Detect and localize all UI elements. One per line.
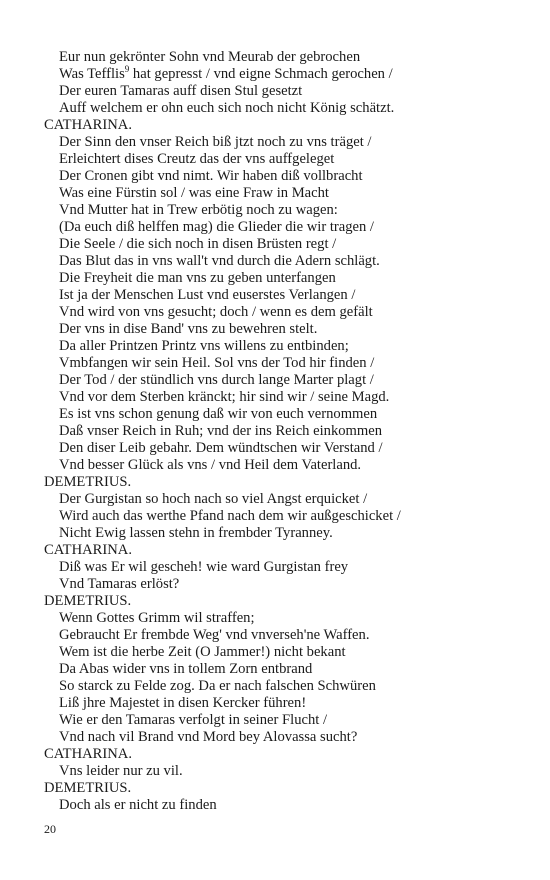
verse-line (44, 576, 530, 593)
speaker-name (44, 746, 530, 763)
line-text: DEMETRIUS. (44, 474, 132, 490)
line-text: Vnd nach vil Brand vnd Mord bey Alovassa sucht? (59, 729, 358, 745)
verse-line (44, 338, 530, 355)
verse-line (44, 763, 530, 780)
verse-line (44, 304, 530, 321)
verse-line (44, 185, 530, 202)
line-text: Der Tod / der stündlich vns durch lange Marter plagt / (59, 372, 374, 388)
verse-line (44, 525, 530, 542)
verse-line (44, 457, 530, 474)
line-text: Diß was Er wil gescheh! wie ward Gurgistan frey (59, 559, 349, 575)
verse-line (44, 559, 530, 576)
verse-line (44, 168, 530, 185)
line-text: Vnd wird von vns gesucht; doch / wenn es dem gefält (59, 304, 373, 320)
line-text: CATHARINA. (44, 117, 132, 133)
verse-line (44, 389, 530, 406)
line-text: Der vns in dise Band' vns zu bewehren stelt. (59, 321, 318, 337)
line-text: Da Abas wider vns in tollem Zorn entbrand (59, 661, 313, 677)
line-text: (Da euch diß helffen mag) die Glieder die wir tragen / (59, 219, 374, 235)
verse-line (44, 508, 530, 525)
line-text: Vnd Tamaras erlöst? (59, 576, 180, 592)
line-text: Der euren Tamaras auff disen Stul gesetzt (59, 83, 303, 99)
verse-line (44, 134, 530, 151)
line-text: Der Sinn den vnser Reich biß jtzt noch zu vns träget / (59, 134, 372, 150)
verse-line (44, 355, 530, 372)
verse-line (44, 610, 530, 627)
line-text: CATHARINA. (44, 542, 132, 558)
line-text: Wenn Gottes Grimm wil straffen; (59, 610, 255, 626)
verse-line (44, 321, 530, 338)
speaker-name (44, 474, 530, 491)
verse-line (44, 270, 530, 287)
verse-line (44, 151, 530, 168)
verse-line (44, 253, 530, 270)
footnote-marker[interactable]: 9 (124, 64, 130, 74)
verse-line (44, 644, 530, 661)
verse-line (44, 729, 530, 746)
line-text: Erleichtert dises Creutz das der vns auffgeleget (59, 151, 335, 167)
verse-line (44, 440, 530, 457)
line-text: Was eine Fürstin sol / was eine Fraw in Macht (59, 185, 329, 201)
play-text (44, 49, 530, 814)
line-text-continued: hat gepresst / vnd eigne Schmach gerochen / (129, 66, 393, 82)
verse-line (44, 83, 530, 100)
line-text: Auff welchem er ohn euch sich noch nicht König schätzt. (59, 100, 395, 116)
line-text: Das Blut das in vns wall't vnd durch die Adern schlägt. (59, 253, 380, 269)
line-text: Vns leider nur zu vil. (59, 763, 183, 779)
line-text: Wie er den Tamaras verfolgt in seiner Flucht / (59, 712, 328, 728)
verse-line (44, 100, 530, 117)
line-text: Liß jhre Majestet in disen Kercker führen! (59, 695, 307, 711)
line-text: Daß vnser Reich in Ruh; vnd der ins Reich einkommen (59, 423, 383, 439)
line-text: Eur nun gekrönter Sohn vnd Meurab der gebrochen (59, 49, 361, 65)
line-text: DEMETRIUS. (44, 593, 132, 609)
verse-line (44, 678, 530, 695)
line-text: DEMETRIUS. (44, 780, 132, 796)
speaker-name (44, 780, 530, 797)
line-text: Vnd Mutter hat in Trew erbötig noch zu wagen: (59, 202, 338, 218)
line-text: Es ist vns schon genung daß wir von euch vernommen (59, 406, 378, 422)
line-text: Vmbfangen wir sein Heil. Sol vns der Tod hir finden / (59, 355, 375, 371)
line-text: Da aller Printzen Printz vns willens zu entbinden; (59, 338, 349, 354)
verse-line (44, 219, 530, 236)
speaker-name (44, 117, 530, 134)
line-text: Die Freyheit die man vns zu geben unterfangen (59, 270, 336, 286)
line-text: CATHARINA. (44, 746, 132, 762)
line-text: Wem ist die herbe Zeit (O Jammer!) nicht bekant (59, 644, 346, 660)
verse-line (44, 797, 530, 814)
verse-line (44, 287, 530, 304)
page-number: 20 (44, 822, 56, 836)
line-text: Vnd vor dem Sterben kränckt; hir sind wir / seine Magd. (59, 389, 390, 405)
line-text: Was Tefflis (59, 66, 125, 82)
line-text: Ist ja der Menschen Lust vnd euserstes Verlangen / (59, 287, 356, 303)
verse-line (44, 406, 530, 423)
verse-line (44, 372, 530, 389)
line-text: Wird auch das werthe Pfand nach dem wir außgeschicket / (59, 508, 401, 524)
verse-line (44, 202, 530, 219)
verse-line (44, 627, 530, 644)
line-text: Der Cronen gibt vnd nimt. Wir haben diß vollbracht (59, 168, 363, 184)
verse-line (44, 236, 530, 253)
verse-line (44, 491, 530, 508)
verse-line (44, 49, 530, 66)
line-text: Gebraucht Er frembde Weg' vnd vnverseh'ne Waffen. (59, 627, 370, 643)
verse-line (44, 712, 530, 729)
speaker-name (44, 593, 530, 610)
line-text: So starck zu Felde zog. Da er nach falschen Schwüren (59, 678, 376, 694)
line-text: Den diser Leib gebahr. Dem wündtschen wir Verstand / (59, 440, 383, 456)
verse-line (44, 66, 530, 83)
line-text: Die Seele / die sich noch in disen Brüsten regt / (59, 236, 337, 252)
line-text: Doch als er nicht zu finden (59, 797, 217, 813)
verse-line (44, 423, 530, 440)
verse-line (44, 661, 530, 678)
line-text: Nicht Ewig lassen stehn in frembder Tyranney. (59, 525, 333, 541)
speaker-name (44, 542, 530, 559)
line-text: Der Gurgistan so hoch nach so viel Angst erquicket / (59, 491, 368, 507)
line-text: Vnd besser Glück als vns / vnd Heil dem Vaterland. (59, 457, 362, 473)
verse-line (44, 695, 530, 712)
